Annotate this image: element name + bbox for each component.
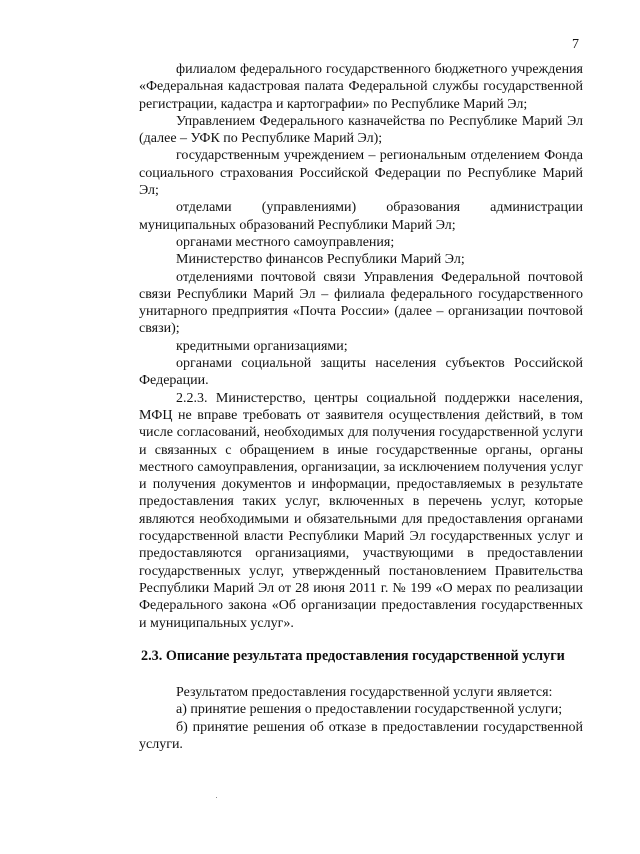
scan-speck	[216, 797, 217, 798]
result-intro: Результатом предоставления государственной услуги является:	[176, 685, 553, 700]
paragraph-treasury: Управлением Федерального казначейства по Республике Марий Эл (далее – УФК по Республике Марий Эл);	[139, 113, 583, 147]
page-number: 7	[572, 37, 579, 52]
paragraph-ministry-of-finance: Министерство финансов Республики Марий Эл;	[176, 252, 465, 268]
paragraph-credit-organizations: кредитными организациями;	[176, 338, 348, 354]
result-text	[139, 684, 583, 753]
paragraph-social-protection: органами социальной защиты населения субъектов Российской Федерации.	[139, 356, 583, 389]
paragraph-social-insurance: государственным учреждением – региональным отделением Фонда социального страхования Российской Федерации по Республике Марий Эл;	[139, 148, 583, 199]
paragraph-local-government: органами местного самоуправления;	[176, 234, 395, 250]
result-item-a: а) принятие решения о предоставлении государственной услуги;	[176, 702, 563, 718]
paragraph-postal-service: отделениями почтовой связи Управления Федеральной почтовой связи Республики Марий Эл – филиала федерального государственного унитарного предприятия «Почта России» (далее – организации почтовой связи);	[139, 269, 583, 337]
section-heading: 2.3. Описание результата предоставления государственной услуги	[141, 648, 565, 664]
body-text	[139, 61, 583, 632]
paragraph-cadastral-chamber: филиалом федерального государственного бюджетного учреждения «Федеральная кадастровая палата Федеральной службы государственной регистрации, кадастра и картографии» по Республике Марий Эл;	[139, 62, 583, 112]
result-item-b: б) принятие решения об отказе в предоставлении государственной услуги.	[139, 719, 583, 752]
paragraph-2-2-3: 2.2.3. Министерство, центры социальной поддержки населения, МФЦ не вправе требовать от заявителя осуществления действий, в том числе согласований, необходимых для получения государственной услуги и связанных с обращением в иные государственные органы, органы местного самоуправления, организации, за исключением получения услуг и получения документов и информации, предоставляемых в результате предоставления таких услуг, включенных в перечень услуг, которые являются необходимыми и обязательными для предоставления органами государственной власти Республики Марий Эл государственных услуг и предоставляются организациями, участвующими в предоставлении государственных услуг, утвержденный постановлением Правительства Республики Марий Эл от 28 июня 2011 г. № 199 «О мерах по реализации Федерального закона «Об организации предоставления государственных и муниципальных услуг».	[139, 390, 583, 631]
paragraph-education-departments: отделами (управлениями) образования администрации муниципальных образований Республики Марий Эл;	[139, 200, 583, 233]
